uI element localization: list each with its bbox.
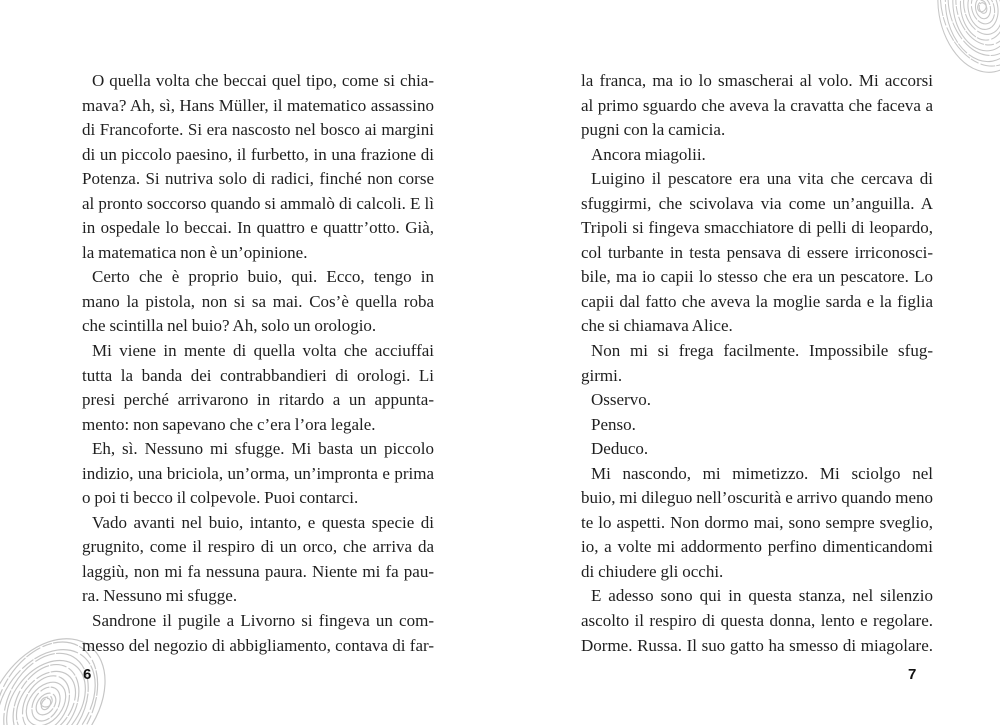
- text-line: al primo sguardo che aveva la cravatta che faceva a: [581, 95, 933, 115]
- text-line: Sandrone il pugile a Livorno si fingeva un com-: [92, 611, 434, 631]
- text-line: capii dal fatto che aveva la moglie sarda e la figlia: [581, 291, 933, 311]
- text-line: Mi nascondo, mi mimetizzo. Mi sciolgo nel: [591, 463, 933, 483]
- text-line: indizio, una briciola, un’orma, un’impronta e prima: [82, 463, 434, 483]
- text-line: bile, ma io capii lo stesso che era un pescatore. Lo: [581, 267, 933, 287]
- text-line: sfuggirmi, che scivolava via come un’anguilla. A: [581, 193, 933, 213]
- text-line: o poi ti becco il colpevole. Puoi contarci.: [82, 488, 359, 508]
- text-line: che si chiamava Alice.: [581, 316, 733, 336]
- text-line: pugni con la camicia.: [581, 120, 726, 140]
- text-line: col turbante in testa pensava di essere irriconosci-: [581, 242, 933, 262]
- text-line: Osservo.: [591, 390, 651, 410]
- text-line: O quella volta che beccai quel tipo, come si chia-: [92, 71, 434, 90]
- text-line: girmi.: [581, 365, 623, 385]
- text-line: di un piccolo paesino, il furbetto, in una frazione di: [82, 144, 434, 164]
- text-line: Luigino il pescatore era una vita che cercava di: [591, 169, 933, 189]
- text-line: Non mi si frega facilmente. Impossibile sfug-: [591, 341, 933, 361]
- text-line: Dorme. Russa. Il suo gatto ha smesso di miagolare.: [581, 635, 933, 655]
- text-line: Vado avanti nel buio, intanto, e questa specie di: [92, 512, 434, 532]
- text-line: tutta la banda dei contrabbandieri di orologi. Li: [82, 365, 434, 385]
- text-line: mava? Ah, sì, Hans Müller, il matematico assassino: [82, 95, 434, 115]
- text-line: Mi viene in mente di quella volta che acciuffai: [92, 341, 434, 361]
- text-line: la matematica non è un’opinione.: [82, 242, 308, 262]
- text-line: messo del negozio di abbigliamento, contava di far-: [82, 635, 434, 655]
- page-right-text-column: [581, 69, 933, 658]
- text-line: al pronto soccorso quando si ammalò di calcoli. E lì: [82, 193, 434, 213]
- text-line: Deduco.: [591, 439, 649, 459]
- text-line: ascolto il respiro di questa donna, lento e regolare.: [581, 611, 933, 631]
- text-line: Eh, sì. Nessuno mi sfugge. Mi basta un piccolo: [92, 439, 434, 459]
- text-line: Ancora miagolii.: [591, 144, 706, 164]
- page-number-right: 7: [908, 666, 917, 683]
- text-line: che scintilla nel buio? Ah, solo un orologio.: [82, 316, 377, 336]
- text-line: laggiù, non mi fa nessuna paura. Niente mi fa pau-: [82, 561, 434, 581]
- text-line: Potenza. Si nutriva solo di radici, finché non corse: [82, 169, 434, 189]
- text-line: presi perché arrivarono in ritardo a un appunta-: [82, 390, 434, 410]
- text-line: di Francoforte. Si era nascosto nel bosco ai margini: [82, 120, 434, 140]
- text-line: Certo che è proprio buio, qui. Ecco, tengo in: [92, 267, 434, 287]
- text-line: mento: non sapevano che c’era l’ora legale.: [82, 414, 376, 434]
- text-line: E adesso sono qui in questa stanza, nel silenzio: [591, 586, 933, 606]
- text-line: in ospedale lo beccai. In quattro e quattr’otto. Già,: [82, 218, 434, 238]
- page-left-text-column: [82, 69, 434, 658]
- text-line: Penso.: [591, 414, 636, 434]
- text-line: te lo aspetti. Non dormo mai, sono sempre sveglio,: [581, 512, 933, 532]
- text-line: buio, mi dileguo nell’oscurità e arrivo quando meno: [581, 488, 933, 508]
- text-line: mano la pistola, non si sa mai. Cos’è quella roba: [82, 291, 434, 311]
- text-line: grugnito, come il respiro di un orco, che arriva da: [82, 537, 434, 557]
- text-line: ra. Nessuno mi sfugge.: [82, 586, 238, 606]
- text-line: di chiudere gli occhi.: [581, 561, 724, 581]
- text-line: la franca, ma io lo smascherai al volo. Mi accorsi: [581, 71, 933, 90]
- text-line: io, a volte mi addormento perfino dimenticandomi: [581, 537, 933, 557]
- page-number-left: 6: [83, 666, 92, 683]
- text-line: Tripoli si fingeva smacchiatore di pelli di leopardo,: [581, 218, 933, 238]
